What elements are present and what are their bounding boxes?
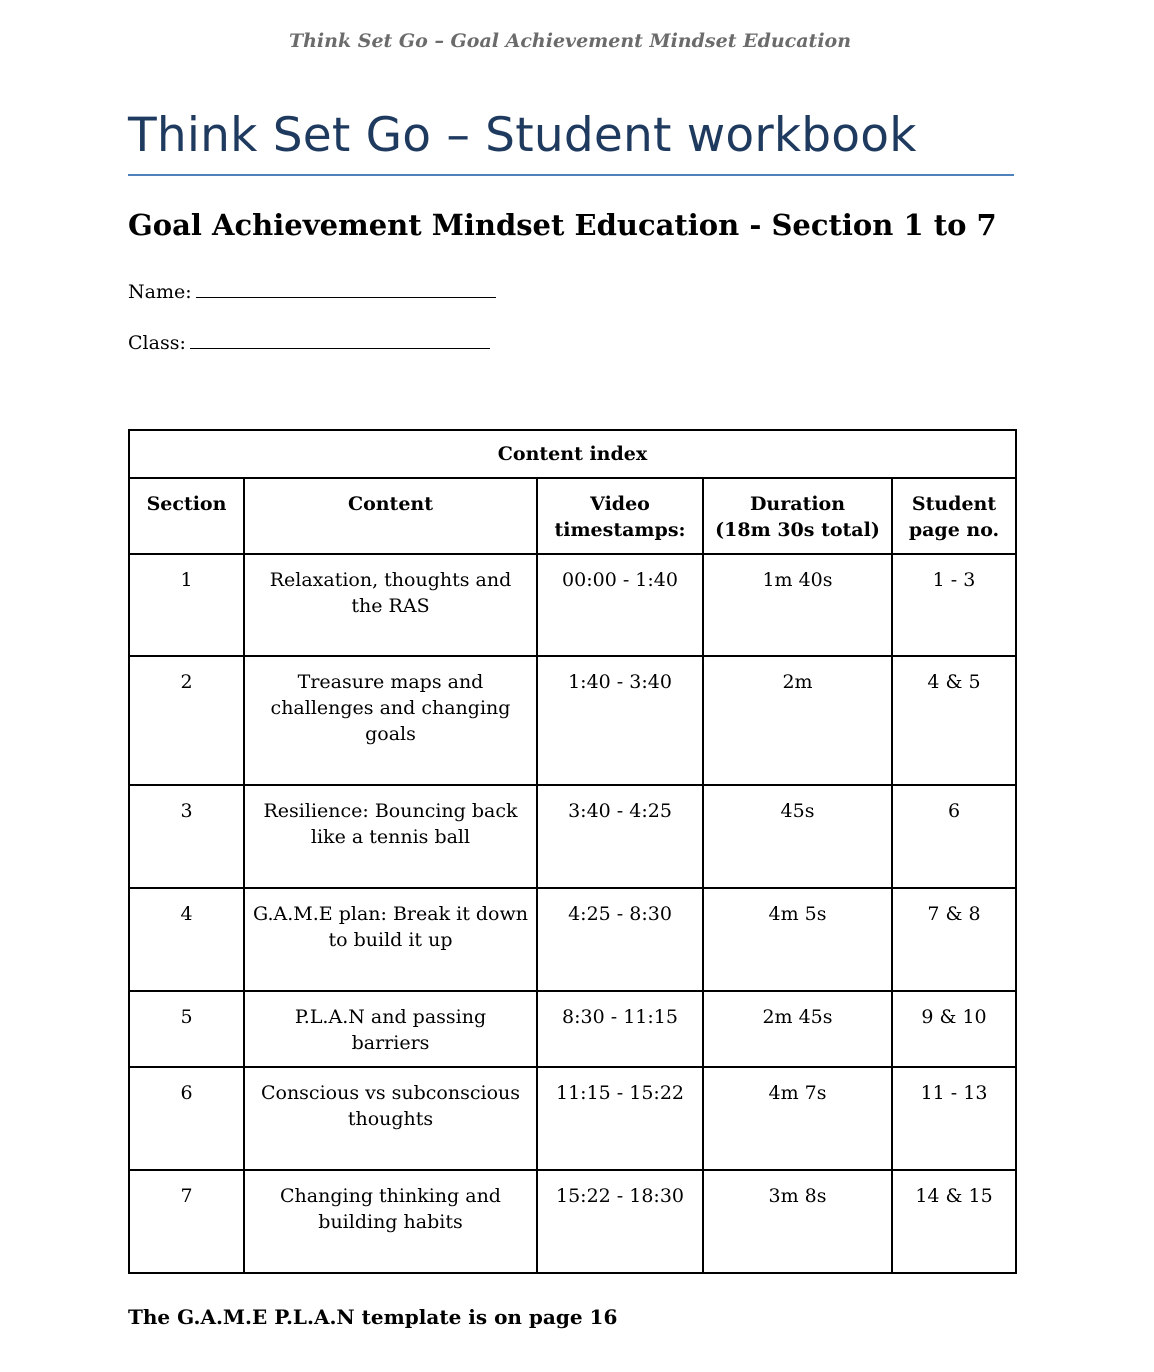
cell-section: 4 [129, 888, 244, 991]
table-row [129, 785, 1016, 888]
table-row [129, 1067, 1016, 1170]
cell-section: 3 [129, 785, 244, 888]
header-timestamps: Video timestamps: [537, 478, 703, 554]
page-title: Think Set Go – Student workbook [128, 108, 917, 163]
cell-content: G.A.M.E plan: Break it down to build it up [244, 888, 537, 991]
page-subtitle: Goal Achievement Mindset Education - Section 1 to 7 [128, 208, 997, 242]
cell-section: 7 [129, 1170, 244, 1273]
name-field [128, 279, 496, 303]
table-caption: Content index [129, 430, 1016, 478]
header-content: Content [244, 478, 537, 554]
cell-section: 2 [129, 656, 244, 785]
cell-section: 1 [129, 554, 244, 656]
cell-pages: 4 & 5 [892, 656, 1016, 785]
cell-section: 6 [129, 1067, 244, 1170]
cell-timestamps: 00:00 - 1:40 [537, 554, 703, 656]
cell-timestamps: 4:25 - 8:30 [537, 888, 703, 991]
cell-content: Conscious vs subconscious thoughts [244, 1067, 537, 1170]
cell-pages: 11 - 13 [892, 1067, 1016, 1170]
cell-pages: 1 - 3 [892, 554, 1016, 656]
cell-content: Treasure maps and challenges and changing goals [244, 656, 537, 785]
table-row [129, 656, 1016, 785]
cell-duration: 3m 8s [703, 1170, 892, 1273]
cell-duration: 4m 5s [703, 888, 892, 991]
content-index-table [128, 429, 1017, 1274]
cell-section: 5 [129, 991, 244, 1067]
table-row [129, 888, 1016, 991]
cell-duration: 45s [703, 785, 892, 888]
class-field [128, 330, 490, 354]
header-duration: Duration (18m 30s total) [703, 478, 892, 554]
cell-content: Resilience: Bouncing back like a tennis ball [244, 785, 537, 888]
template-page-note: The G.A.M.E P.L.A.N template is on page 16 [128, 1305, 618, 1329]
table-row [129, 991, 1016, 1067]
table-row [129, 1170, 1016, 1273]
class-blank-line[interactable] [190, 330, 490, 349]
header-pages: Student page no. [892, 478, 1016, 554]
cell-pages: 7 & 8 [892, 888, 1016, 991]
name-label: Name: [128, 281, 192, 303]
cell-duration: 1m 40s [703, 554, 892, 656]
cell-timestamps: 3:40 - 4:25 [537, 785, 703, 888]
cell-pages: 9 & 10 [892, 991, 1016, 1067]
cell-duration: 2m [703, 656, 892, 785]
cell-timestamps: 15:22 - 18:30 [537, 1170, 703, 1273]
cell-duration: 4m 7s [703, 1067, 892, 1170]
name-blank-line[interactable] [196, 279, 496, 298]
cell-timestamps: 1:40 - 3:40 [537, 656, 703, 785]
cell-pages: 6 [892, 785, 1016, 888]
cell-pages: 14 & 15 [892, 1170, 1016, 1273]
cell-content: Relaxation, thoughts and the RAS [244, 554, 537, 656]
running-header: Think Set Go – Goal Achievement Mindset Education [288, 30, 852, 52]
table-row [129, 554, 1016, 656]
cell-duration: 2m 45s [703, 991, 892, 1067]
cell-content: P.L.A.N and passing barriers [244, 991, 537, 1067]
cell-timestamps: 11:15 - 15:22 [537, 1067, 703, 1170]
class-label: Class: [128, 332, 186, 354]
header-section: Section [129, 478, 244, 554]
title-underline [128, 174, 1014, 176]
table-header-row [129, 478, 1016, 554]
cell-content: Changing thinking and building habits [244, 1170, 537, 1273]
cell-timestamps: 8:30 - 11:15 [537, 991, 703, 1067]
